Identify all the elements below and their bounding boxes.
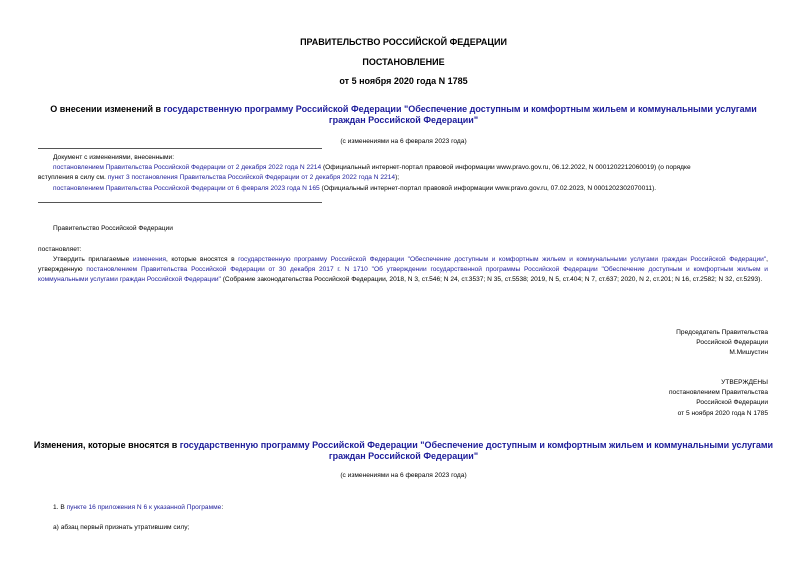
changes-title-prefix: Изменения, которые вносятся в (33, 440, 180, 450)
change-item-1-cont (38, 173, 768, 183)
change-item-1 (38, 163, 768, 173)
resolution-1710-link[interactable]: постановлением Правительства Российской Федерации от 30 декабря 2017 г. N 1710 "Об утверждении государственной программы Российской Федерации "Обеспечение доступным и комфортным жильем и коммунальными услугами граждан Российской Федерации" (38, 266, 768, 284)
changes-block (38, 153, 768, 194)
change-item-1-cont-link[interactable]: пункт 3 постановления Правительства Российской Федерации от 2 декабря 2022 года N 2214 (107, 174, 396, 182)
decision-text-d: (Собрание законодательства Российской Федерации, 2018, N 3, ст.546; N 24, ст.3537; N 35, ст.5538; 2019, N 5, ст.404; N 7, ст.637; 2020, N 2, ст.201; N 16, ст.2582; N 32, ст.5293). (220, 276, 763, 284)
change-item-1-link[interactable]: постановлением Правительства Российской Федерации от 2 декабря 2022 года N 2214 (53, 164, 322, 172)
decision-text-b: , которые вносятся в (165, 256, 239, 263)
changes-title (0, 440, 807, 462)
body-decides: постановляет: (38, 246, 82, 253)
doc-date-number: от 5 ноября 2020 года N 1785 (339, 76, 468, 86)
change-item-1-text: (Официальный интернет-портал правовой информации www.pravo.gov.ru, 06.12.2022, N 0001202212060019) (о порядке (321, 164, 691, 172)
title-program-link[interactable]: государственную программу Российской Федерации "Обеспечение доступным и комфортным жильем и коммунальными услугами (163, 104, 757, 114)
changes-revision-note: (с изменениями на 6 февраля 2023 года) (340, 472, 467, 479)
amendment-item-a: а) абзац первый признать утратившим силу; (53, 524, 190, 531)
government-header: ПРАВИТЕЛЬСТВО РОССИЙСКОЙ ФЕДЕРАЦИИ (300, 37, 507, 47)
amendment-item-1-suffix: : (221, 504, 224, 511)
body-government: Правительство Российской Федерации (53, 225, 173, 232)
signature-line-3: М.Мишустин (729, 349, 768, 357)
change-item-2-link[interactable]: постановлением Правительства Российской Федерации от 6 февраля 2023 года N 165 (53, 184, 320, 192)
amendments-link[interactable]: изменения (132, 256, 166, 263)
changes-title-program-link[interactable]: государственную программу Российской Федерации "Обеспечение доступным и комфортным жильем и коммунальными услугами (179, 440, 774, 450)
amendment-item-1-prefix: 1. В (53, 504, 67, 511)
decision-paragraph (38, 255, 768, 286)
decision-text-c: , утвержденную (38, 256, 768, 274)
approved-line-2: постановлением Правительства (668, 389, 768, 397)
document-title (0, 104, 807, 126)
divider-top (38, 148, 322, 149)
decision-text-a: Утвердить прилагаемые (53, 256, 133, 263)
changes-intro: Документ с изменениями, внесенными: (53, 154, 175, 161)
amendment-item-1 (53, 503, 223, 513)
program-link[interactable]: государственную программу Российской Федерации "Обеспечение доступным и комфортным жильем и коммунальными услугами граждан Российской Федерации" (238, 256, 767, 263)
title-program-link-cont[interactable]: граждан Российской Федерации" (328, 115, 479, 125)
changes-title-program-link-cont[interactable]: граждан Российской Федерации" (328, 451, 479, 461)
approved-line-4: от 5 ноября 2020 года N 1785 (677, 409, 768, 417)
divider-bottom (38, 202, 322, 203)
change-item-1-cont-text: вступления в силу см. (38, 174, 108, 182)
revision-note: (с изменениями на 6 февраля 2023 года) (340, 138, 467, 145)
signature-block (676, 328, 768, 359)
signature-line-2: Российской Федерации (696, 339, 768, 347)
change-item-2-text: (Официальный интернет-портал правовой информации www.pravo.gov.ru, 07.02.2023, N 0001202302070011). (319, 184, 657, 192)
approved-line-3: Российской Федерации (696, 399, 768, 407)
doc-type: ПОСТАНОВЛЕНИЕ (362, 57, 445, 67)
approved-line-1: УТВЕРЖДЕНЫ (721, 379, 768, 386)
approved-block (669, 378, 768, 419)
appendix-6-clause-16-link[interactable]: пункте 16 приложения N 6 к указанной Программе (66, 504, 222, 511)
change-item-1-cont-end: ); (395, 174, 400, 182)
change-item-2 (38, 184, 768, 194)
signature-line-1: Председатель Правительства (676, 329, 768, 336)
title-prefix: О внесении изменений в (50, 104, 164, 114)
